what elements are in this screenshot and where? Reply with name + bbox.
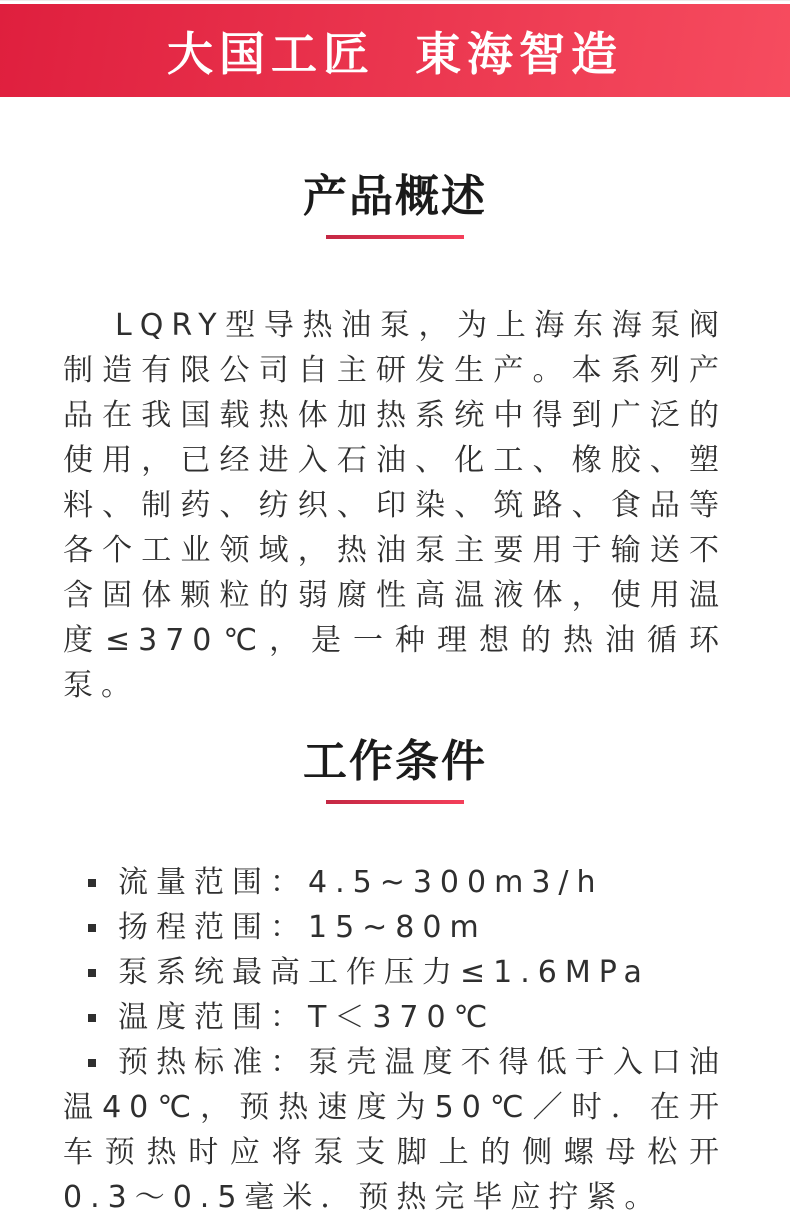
overview-title-underline (326, 235, 464, 239)
spec-item-text: 扬程范围：15~80m (118, 910, 487, 945)
working-section-title: 工作条件 (303, 736, 487, 787)
banner-title: 大国工匠 東海智造 (166, 26, 623, 81)
bullet-icon (88, 1059, 96, 1067)
spec-item-text: 流量范围：4.5~300m3/h (118, 865, 604, 900)
bullet-icon (88, 879, 96, 887)
spec-item-text: 预热标准：泵壳温度不得低于入口油温40℃，预热速度为50℃／时．在开车预热时应将泵支脚上的侧螺母松开0.3～0.5毫米．预热完毕应拧紧。 (63, 1045, 727, 1215)
spec-item-max-pressure (63, 950, 727, 995)
overview-paragraph: LQRY型导热油泵，为上海东海泵阀制造有限公司自主研发生产。本系列产品在我国载热体加热系统中得到广泛的使用，已经进入石油、化工、橡胶、塑料、制药、纺织、印染、筑路、食品等各个工业领域，热油泵主要用于输送不含固体颗粒的弱腐性高温液体，使用温度≤370℃，是一种理想的热油循环泵。 (63, 308, 727, 703)
overview-section-title: 产品概述 (303, 171, 487, 222)
spec-item-text: 泵系统最高工作压力≤1.6MPa (118, 955, 650, 990)
bullet-icon (88, 969, 96, 977)
bullet-icon (88, 924, 96, 932)
spec-item-text: 温度范围：T＜370℃ (118, 1000, 496, 1035)
spec-item-head-range (63, 905, 727, 950)
spec-item-preheat-standard (63, 1040, 727, 1220)
spec-item-flow-range (63, 860, 727, 905)
spec-item-temp-range (63, 995, 727, 1040)
spec-list (63, 860, 727, 1220)
working-title-underline (326, 800, 464, 804)
bullet-icon (88, 1014, 96, 1022)
banner (0, 4, 790, 97)
